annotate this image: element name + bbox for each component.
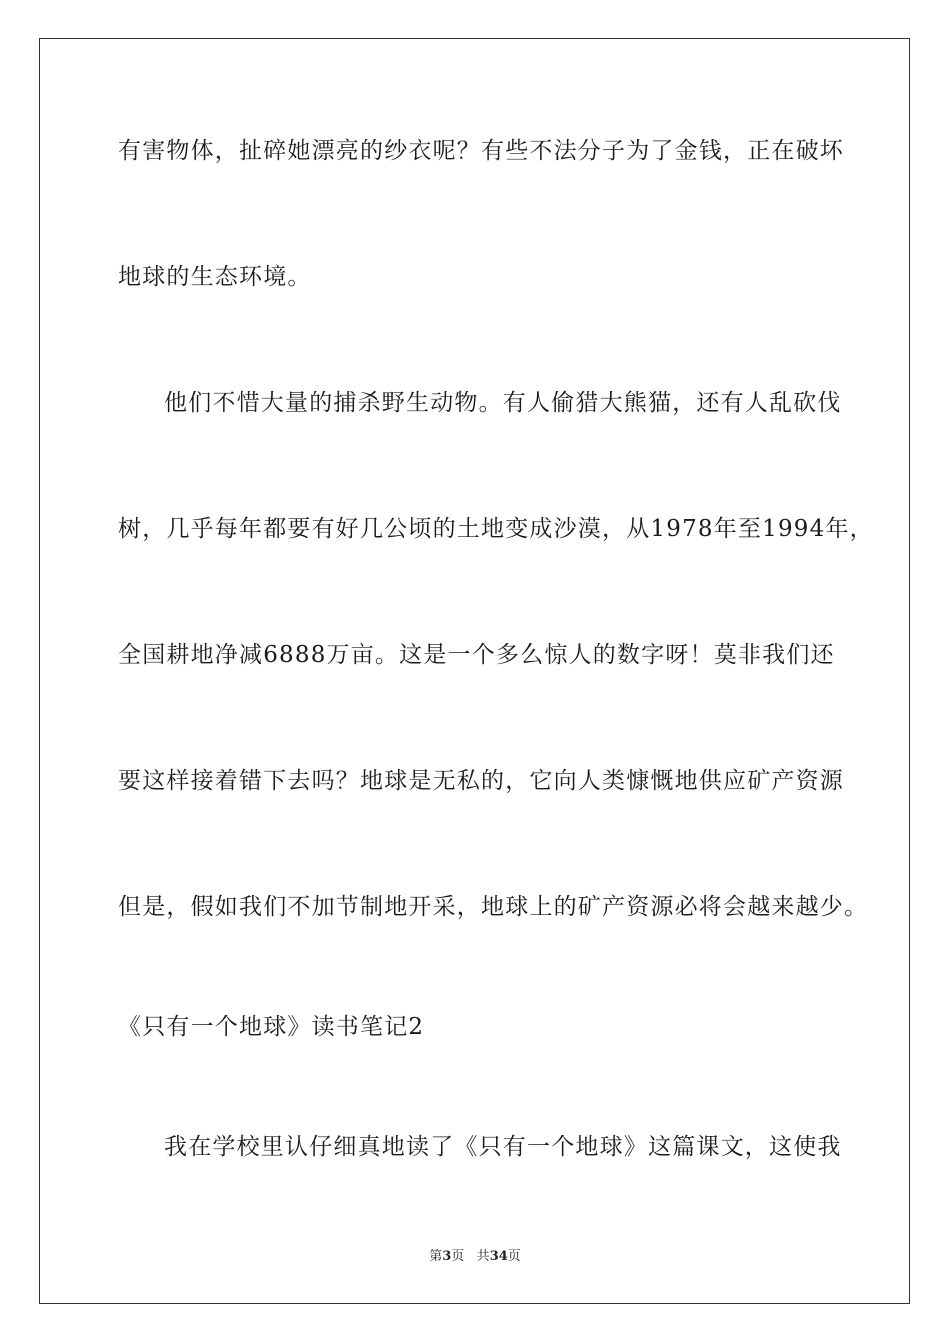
text-line-6: 要这样接着错下去吗？地球是无私的，它向人类慷慨地供应矿产资源 <box>118 768 844 794</box>
footer-total-pages: 34 <box>489 1249 508 1264</box>
footer-total-prefix: 共 <box>476 1249 490 1264</box>
footer-page-suffix: 页 <box>451 1249 465 1264</box>
text-line-5: 全国耕地净减6888万亩。这是一个多么惊人的数字呀！莫非我们还 <box>118 642 835 668</box>
text-line-2: 地球的生态环境。 <box>118 264 312 290</box>
footer-total-suffix: 页 <box>507 1249 521 1264</box>
text-line-1: 有害物体，扯碎她漂亮的纱衣呢？有些不法分子为了金钱，正在破坏 <box>118 138 844 164</box>
text-line-4: 树，几乎每年都要有好几公顷的土地变成沙漠，从1978年至1994年， <box>118 516 874 542</box>
section-heading: 《只有一个地球》读书笔记2 <box>118 1014 425 1040</box>
page-border <box>39 38 910 1304</box>
footer-page-number: 3 <box>442 1249 452 1264</box>
text-line-9: 我在学校里认仔细真地读了《只有一个地球》这篇课文，这使我 <box>164 1134 842 1160</box>
page-footer <box>0 1248 950 1266</box>
text-line-7: 但是，假如我们不加节制地开采，地球上的矿产资源必将会越来越少。 <box>118 894 869 920</box>
footer-page-prefix: 第 <box>429 1249 443 1264</box>
text-line-3: 他们不惜大量的捕杀野生动物。有人偷猎大熊猫，还有人乱砍伐 <box>164 390 842 416</box>
